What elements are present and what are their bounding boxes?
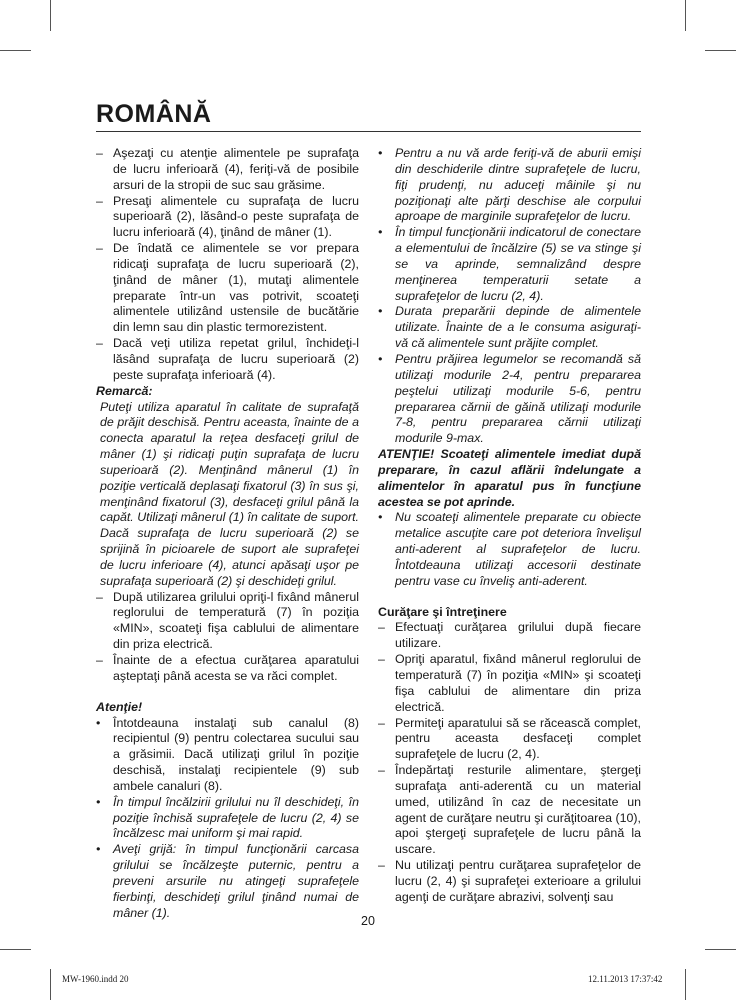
list-item-text: Înainte de a efectua curăţarea aparatului aşteptaţi până acesta se va răci complet. bbox=[113, 653, 359, 683]
crop-mark bbox=[0, 50, 31, 51]
list-item bbox=[96, 241, 359, 336]
bullet-marker: – bbox=[378, 858, 385, 873]
remark-text: Puteţi utiliza aparatul în calitate de suprafaţă de prăjit deschisă. Pentru aceasta, înainte de a conecta aparatul la reţea desfaceţi grilul de mâner (1) şi ridicaţi puţin suprafaţa de lucru superioară (2). Menţinând mânerul (1) în poziţie verticală deplasaţi fixatorul (3) în sus şi, menţinând fixatorul (3), desfaceţi grilul până la capăt. Utilizaţi mânerul (1) în calitate de suport. Dacă suprafaţa de lucru superioară (2) se sprijină în picioarele de suport ale suprafeţei de lucru inferioare (4), atunci apăsaţi uşor pe suprafaţa superioară (2) şi deschideţi grilul. bbox=[100, 399, 359, 588]
list-item-text: Durata preparării depinde de alimentele utilizate. Înainte de a le consuma asiguraţi-vă că alimentele sunt prăjite complet. bbox=[395, 304, 641, 351]
slug-filename: MW-1960.indd 20 bbox=[62, 974, 129, 984]
list-item-text: Îndepărtaţi resturile alimentare, ştergeţi suprafaţa anti-aderentă cu un material umed, utilizând în caz de necesitate un agent de curăţare neutru şi curăţitoarea (10), apoi ştergeţi suprafeţele de lucru până la uscare. bbox=[395, 763, 641, 857]
list-item-text: Aveţi grijă: în timpul funcţionării carcasa grilului se încălzeşte puternic, pentru a preveni arsurile nu atingeţi suprafeţele fierbinţi, deschideţi grilul ţinând numai de mâner (1). bbox=[113, 842, 359, 920]
list-item bbox=[378, 858, 641, 906]
list-item bbox=[96, 336, 359, 384]
list-item-text: Nu scoateţi alimentele preparate cu obiecte metalice ascuţite care pot deteriora învelişul anti-aderent al suprafeţelor de lucru. Întotdeauna utilizaţi accesorii destinate pentru vase cu înveliş anti-aderent. bbox=[395, 510, 641, 588]
bullet-marker: – bbox=[96, 336, 103, 351]
list-item-text: Pentru prăjirea legumelor se recomandă să utilizaţi modurile 2-4, pentru prepararea peştelui utilizaţi modurile 5-6, pentru prepararea cărnii de găină utilizaţi modurile 7-8, pentru prepararea cărnii utilizaţi modurile 9-max. bbox=[395, 351, 641, 446]
bullet-marker: – bbox=[96, 146, 103, 160]
list-item bbox=[96, 590, 359, 653]
remark-heading: Remarcă: bbox=[96, 383, 153, 398]
attention-heading: Atenţie! bbox=[96, 699, 143, 714]
page-title: ROMÂNĂ bbox=[96, 100, 212, 128]
crop-mark bbox=[685, 0, 686, 31]
slug-timestamp: 12.11.2013 17:37:42 bbox=[588, 974, 663, 984]
bullet-marker: – bbox=[96, 241, 103, 256]
title-rule bbox=[96, 131, 641, 132]
cleaning-list bbox=[378, 620, 641, 905]
crop-mark bbox=[0, 949, 31, 950]
left-column bbox=[96, 146, 359, 922]
bullet-marker: • bbox=[378, 146, 383, 160]
list-item bbox=[96, 194, 359, 242]
crop-mark bbox=[50, 969, 51, 1000]
right-top-list bbox=[378, 146, 641, 447]
warning-list bbox=[378, 510, 641, 589]
left-mid-list bbox=[96, 590, 359, 685]
cleaning-heading: Curăţare şi întreţinere bbox=[378, 604, 507, 619]
left-top-list bbox=[96, 146, 359, 384]
crop-mark bbox=[705, 949, 736, 950]
right-column bbox=[378, 146, 641, 906]
list-item bbox=[378, 763, 641, 858]
list-item bbox=[378, 146, 641, 225]
list-item bbox=[378, 225, 641, 304]
bullet-marker: • bbox=[96, 842, 101, 857]
list-item-text: Întotdeauna instalaţi sub canalul (8) recipientul (9) pentru colectarea sucului sau a grăsimii. Dacă utilizaţi grilul în poziţie deschisă, instalaţi recipientele (9) sub ambele canaluri (8). bbox=[113, 715, 359, 793]
list-item-text: Dacă veţi utiliza repetat grilul, închideţi-l lăsând suprafaţa de lucru superioară (2) peste suprafaţa inferioară (4). bbox=[113, 336, 359, 382]
bullet-marker: • bbox=[378, 351, 383, 366]
list-item bbox=[378, 652, 641, 715]
list-item bbox=[96, 146, 359, 194]
list-item bbox=[378, 304, 641, 352]
list-item bbox=[378, 510, 641, 589]
list-item bbox=[96, 653, 359, 685]
crop-mark bbox=[50, 0, 51, 31]
bullet-marker: – bbox=[378, 652, 385, 667]
bullet-marker: – bbox=[378, 715, 385, 730]
page-number: 20 bbox=[361, 914, 375, 928]
list-item bbox=[96, 842, 359, 921]
list-item-text: După utilizarea grilului opriţi-l fixând mânerul reglorului de temperatură (7) în poziţia «MIN», scoateţi fişa cablului de alimentare din priza electrică. bbox=[113, 589, 359, 652]
list-item-text: În timpul încălzirii grilului nu îl deschideţi, în poziţie închisă suprafeţele de lucru (2, 4) se încălzesc mai uniform şi mai rapid. bbox=[113, 794, 359, 841]
left-bottom-list bbox=[96, 716, 359, 922]
bullet-marker: • bbox=[378, 510, 383, 525]
list-item bbox=[96, 795, 359, 843]
list-item-text: În timpul funcţionării indicatorul de conectare a elementului de încălzire (5) se va stinge şi se va aprinde, semnalizând despre menţinerea temperaturii setate a suprafeţelor de lucru (2, 4). bbox=[395, 225, 641, 303]
crop-mark bbox=[685, 969, 686, 1000]
list-item-text: Aşezaţi cu atenţie alimentele pe suprafaţa de lucru inferioară (4), feriţi-vă de posibile arsuri de la stropii de suc sau grăsime. bbox=[113, 146, 359, 192]
bullet-marker: • bbox=[378, 304, 383, 319]
bullet-marker: – bbox=[96, 589, 103, 604]
warning-text: ATENŢIE! Scoateţi alimentele imediat după preparare, în cazul aflării îndelungate a alimentelor în aparatul pus în funcţiune acestea se pot aprinde. bbox=[378, 447, 641, 509]
bullet-marker: – bbox=[96, 653, 103, 667]
list-item bbox=[378, 716, 641, 764]
bullet-marker: • bbox=[96, 715, 101, 730]
bullet-marker: • bbox=[96, 794, 101, 809]
list-item-text: Presaţi alimentele cu suprafaţa de lucru superioară (2), lăsând-o peste suprafaţa de lucru inferioară (4), ţinând de mâner (1). bbox=[113, 193, 359, 240]
list-item-text: Pentru a nu vă arde feriţi-vă de aburii emişi din deschiderile dintre suprafeţele de lucru, fiţi prudenţi, nu aduceţi mâinile şi nu poziţionaţi alte părţi deschise ale corpului aproape de marginile suprafeţelor de lucru. bbox=[395, 146, 641, 224]
list-item-text: De îndată ce alimentele se vor prepara ridicaţi suprafaţa de lucru superioară (2), ţinând de mâner (1), mutaţi alimentele preparate într-un vas potrivit, scoateţi alimentele utilizând ustensile de bucătărie din lemn sau din plastic termorezistent. bbox=[113, 241, 359, 335]
list-item-text: Nu utilizaţi pentru curăţarea suprafeţelor de lucru (2, 4) şi suprafeţei exterioare a grilului agenţi de curăţare abrazivi, solvenţi sau bbox=[395, 858, 641, 904]
bullet-marker: – bbox=[96, 193, 103, 208]
bullet-marker: – bbox=[378, 763, 385, 778]
bullet-marker: • bbox=[378, 225, 383, 240]
list-item-text: Efectuaţi curăţarea grilului după fiecare utilizare. bbox=[395, 620, 641, 651]
list-item bbox=[378, 352, 641, 447]
list-item-text: Permiteţi aparatului să se răcească complet, pentru aceasta desfaceţi complet suprafeţele de lucru (2, 4). bbox=[395, 715, 641, 762]
list-item bbox=[378, 620, 641, 652]
list-item bbox=[96, 716, 359, 795]
list-item-text: Opriţi aparatul, fixând mânerul reglorului de temperatură (7) în poziţia «MIN» şi scoateţi fişa cablului de alimentare din priza electrică. bbox=[395, 652, 641, 714]
crop-mark bbox=[705, 50, 736, 51]
bullet-marker: – bbox=[378, 620, 385, 635]
